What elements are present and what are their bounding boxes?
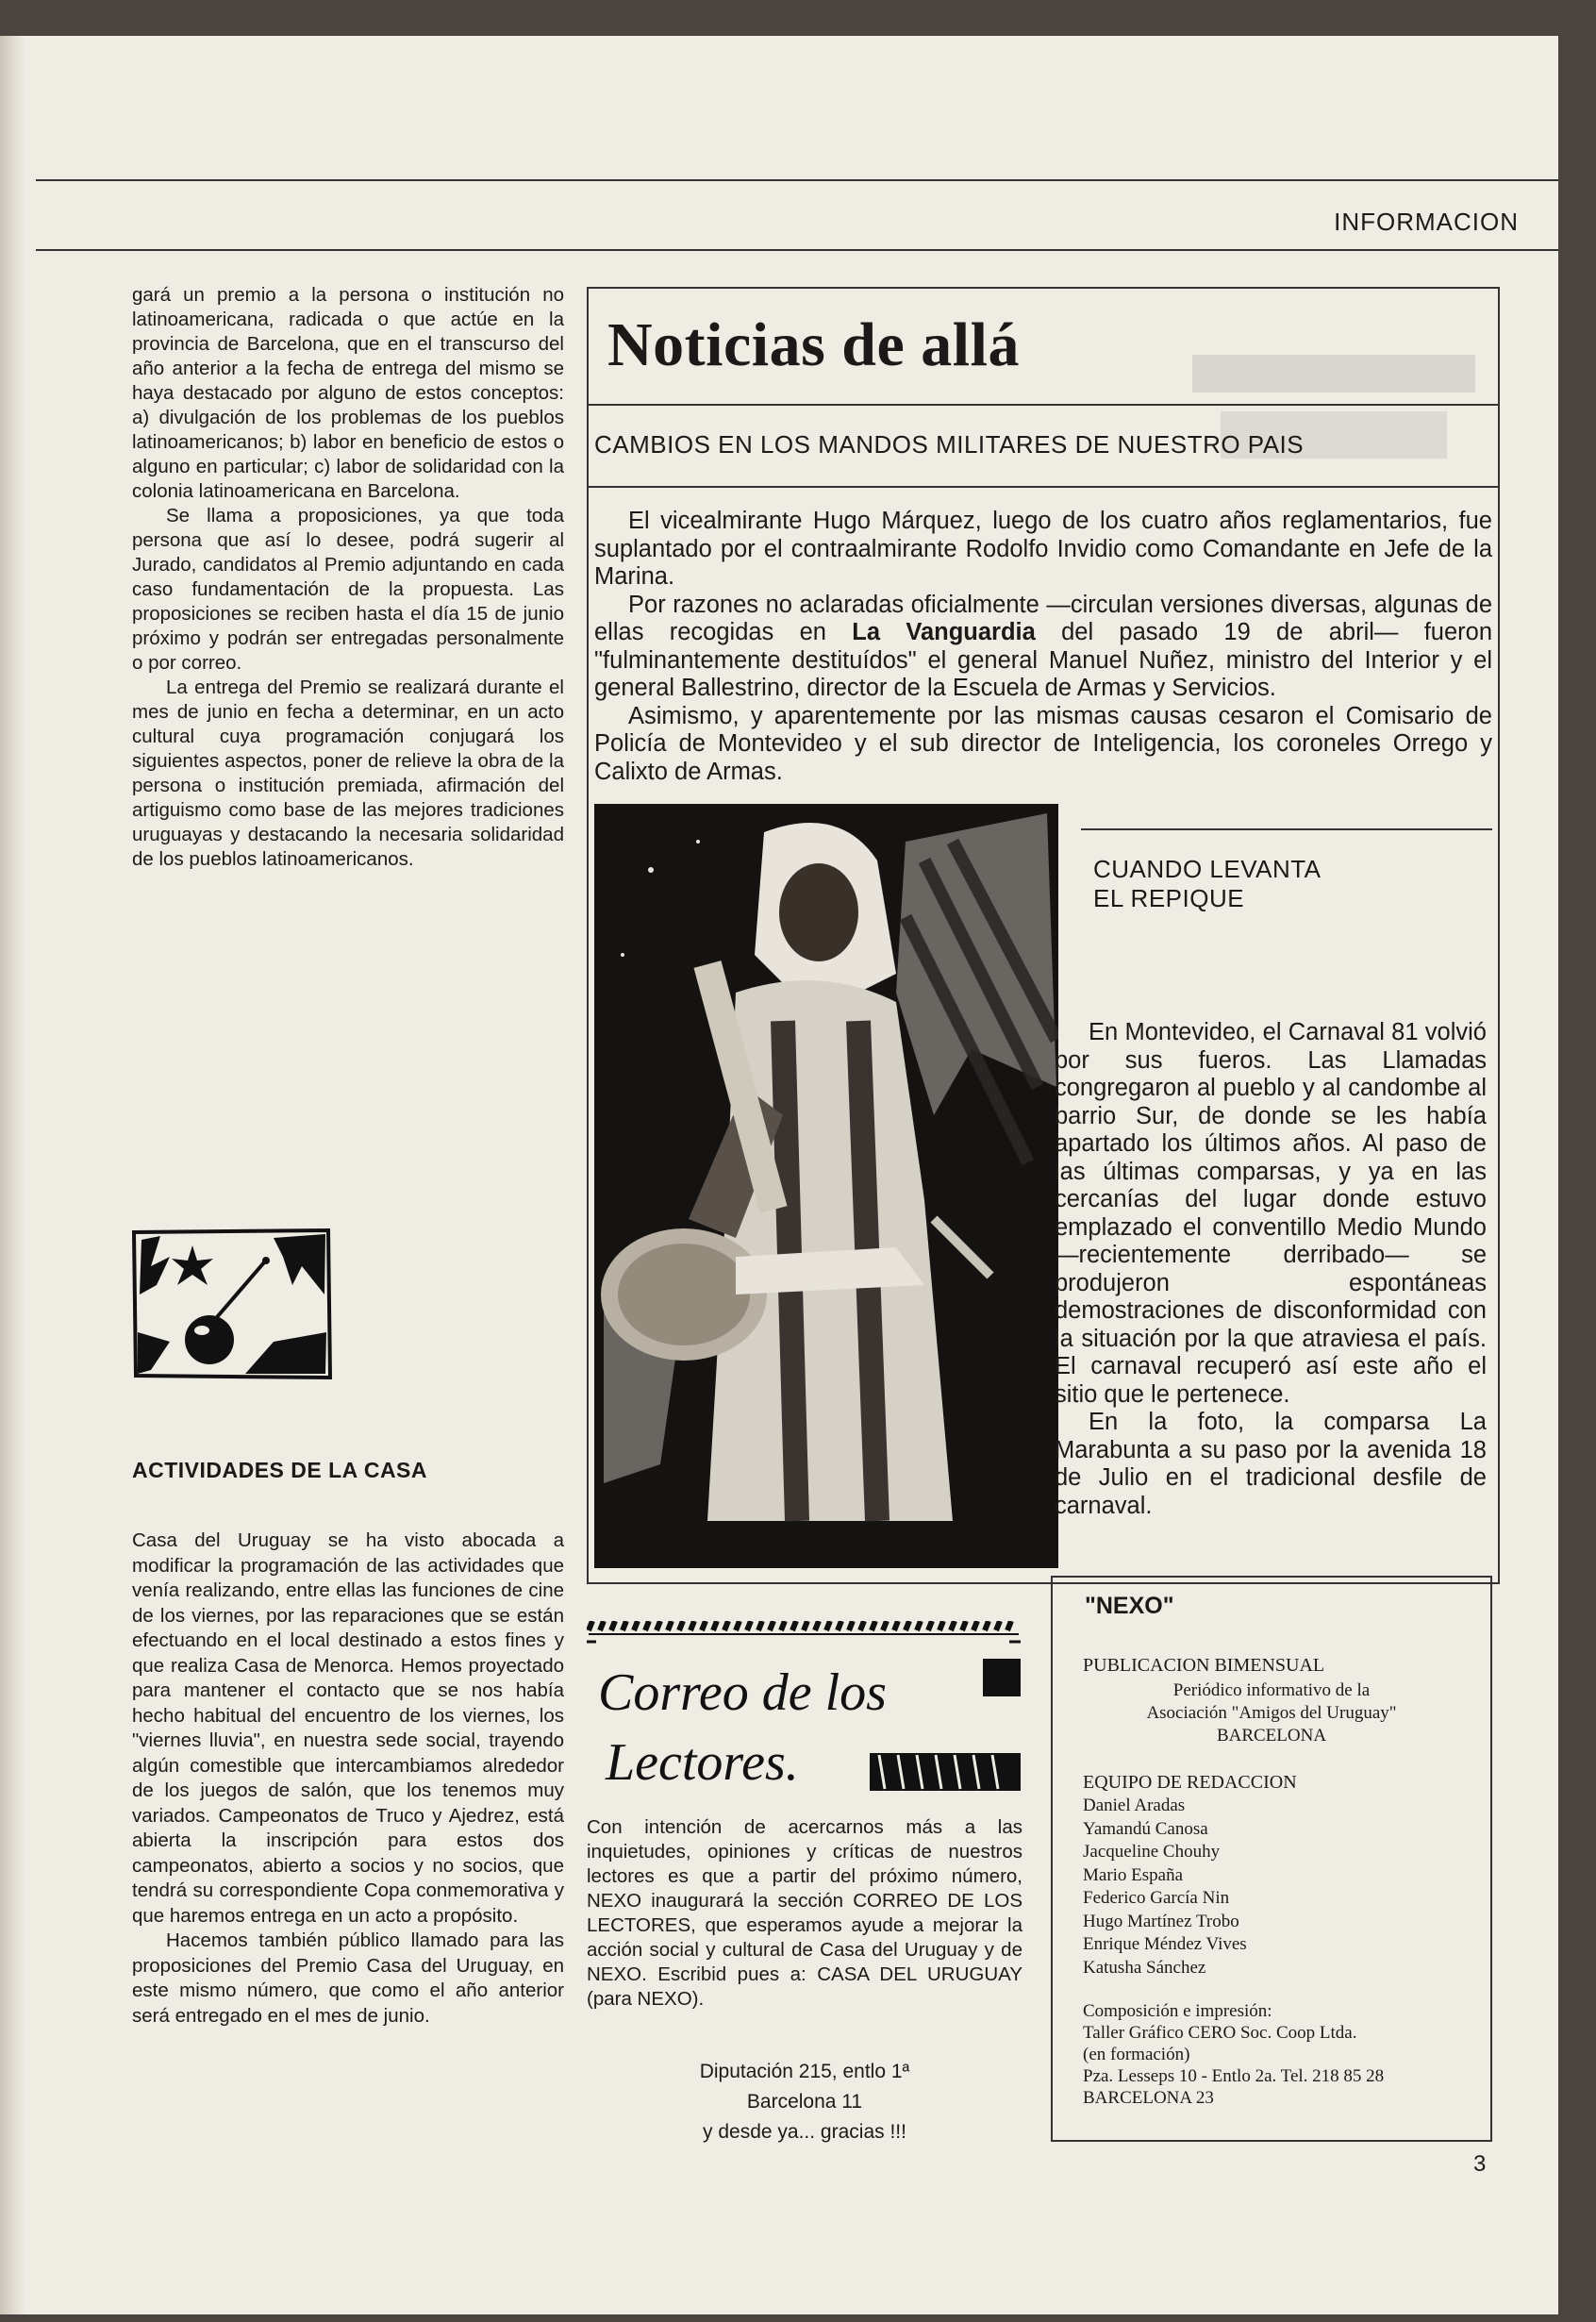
publication-description (1053, 1679, 1490, 1747)
repique-heading (1093, 855, 1489, 913)
address-line: Diputación 215, entlo 1ª (699, 2061, 910, 2082)
woodcut-illustration (132, 1228, 332, 1379)
team-member: Enrique Méndez Vives (1083, 1934, 1247, 1954)
premio-article (132, 283, 564, 872)
description-line: Periódico informativo de la (1172, 1680, 1371, 1700)
page-fold-shadow (0, 36, 26, 2314)
correo-banner (587, 1621, 1021, 1800)
credits-line: (en formación) (1083, 2045, 1190, 2064)
actividades-paragraph: Hacemos también público llamado para las proposiciones del Premio Casa del Uruguay, en este mismo número, que como el año anterior será entregado en el mes de junio. (132, 1929, 564, 2027)
cambios-heading: CAMBIOS EN LOS MANDOS MILITARES DE NUESTRO PAIS (594, 430, 1305, 459)
cambios-paragraph: El vicealmirante Hugo Márquez, luego de los cuatro años reglamentarios, fue suplantado por el contraalmirante Rodolfo Invidio como Comandante en Jefe de la Marina. (594, 508, 1492, 590)
actividades-paragraph: Casa del Uruguay se ha visto abocada a modificar la programación de las actividades que venía realizando, entre ellas las funciones de cine de los viernes, por las reparaciones que se están efectuando en el local destinado a estos fines y que realiza Casa de Menorca. Hemos proyectado para mantener el contacto que se nos había hecho habitual del encuentro de los viernes, los "viernes lluvia", en nuestra sede social, trayendo algún comestible que intercambiamos alrededor de los juegos de salón, que los tenemos muy variados. Campeonatos de Truco y Ajedrez, está abierta la inscripción para estos dos campeonatos, abierto a socios y no socios, que tendrá su correspondiente Copa conmemorativa y que haremos entrega en un acto a propósito. (132, 1529, 564, 1927)
repique-body (1055, 1019, 1487, 1520)
credits-line: Composición e impresión: (1083, 2001, 1272, 2021)
repique-heading-line: CUANDO LEVANTA (1093, 855, 1322, 883)
team-member: Federico García Nin (1083, 1888, 1230, 1908)
page-number: 3 (1473, 2151, 1487, 2177)
cambios-paragraph: Asimismo, y aparentemente por las mismas causas cesaron el Comisario de Policía de Montevideo y el sub director de Inteligencia, los coroneles Orrego y Calixto de Armas. (594, 702, 1492, 785)
cambios-text: Por razones no aclaradas oficialmente —circulan versiones diversas, algunas de ellas recogidas en (594, 591, 1492, 645)
title-rule (589, 404, 1498, 406)
description-line: Asociación "Amigos del Uruguay" (1146, 1703, 1397, 1723)
team-member: Mario España (1083, 1864, 1184, 1885)
team-member: Daniel Aradas (1083, 1796, 1186, 1815)
repique-paragraph: En la foto, la comparsa La Marabunta a su paso por la avenida 18 de Julio en el tradicional desfile de carnaval. (1055, 1409, 1487, 1519)
repique-paragraph: En Montevideo, el Carnaval 81 volvió por sus fueros. Las Llamadas congregaron al pueblo y al candombe al barrio Sur, de donde se les había apartado los últimos años. Al paso de las últimas comparsas, y ya en las cercanías del lugar donde estuvo emplazado el conventillo Medio Mundo —recientemente derribado— se produjeron espontáneas demostraciones de disconformidad con la situación por la que atraviesa el país. El carnaval recuperó así este año el sitio que le pertenece. (1055, 1019, 1487, 1408)
address-line: Barcelona 11 (746, 2091, 863, 2113)
actividades-title: ACTIVIDADES DE LA CASA (132, 1458, 427, 1482)
correo-banner-line1: Correo de los (598, 1663, 887, 1722)
actividades-body (132, 1529, 564, 2029)
closing-line: y desde ya... gracias !!! (703, 2121, 906, 2143)
publication-frequency: PUBLICACION BIMENSUAL (1083, 1655, 1325, 1676)
premio-paragraph: gará un premio a la persona o institución no latinoamericana, radicada o que actúe en la provincia de Barcelona, que en el transcurso del año anterior a la fecha de entrega del mismo se haya destacado por alguno de estos conceptos: a) divulgación de los problemas de los pueblos latinoamericanos; b) labor en beneficio de estos o alguno en particular; c) labor de solidaridad con la colonia latinoamericana en Barcelona. (132, 284, 564, 502)
repique-heading-line: EL REPIQUE (1093, 884, 1245, 912)
premio-paragraph: Se llama a proposiciones, ya que toda persona que así lo desee, podrá sugerir al Jurado, candidatos al Premio adjuntando en cada caso fundamentación de la propuesta. Las proposiciones se reciben hasta el día 15 de junio próximo y podrán ser entregadas personalmente o por correo. (132, 505, 564, 674)
nexo-masthead-box (1051, 1576, 1492, 2142)
team-member: Yamandú Canosa (1083, 1818, 1208, 1839)
show-through-text (1183, 345, 1485, 487)
section-label: INFORMACION (1334, 208, 1519, 236)
cambios-body (594, 508, 1492, 786)
credits-line: BARCELONA 23 (1083, 2088, 1214, 2108)
premio-paragraph: La entrega del Premio se realizará durante el mes de junio en fecha a determinar, en un acto cultural cuya programación conjugará los siguientes aspectos, poner de relieve la obra de la persona o institución premiada, afirmación del artiguismo como base de las mejores tradiciones uruguayas y destacando la necesaria solidaridad de los pueblos latinoamericanos. (132, 677, 564, 870)
printing-credits (1083, 2000, 1384, 2109)
noticias-title: Noticias de allá (607, 310, 1020, 379)
carnival-photo (594, 804, 1058, 1568)
credits-line: Taller Gráfico CERO Soc. Coop Ltda. (1083, 2023, 1357, 2043)
editorial-team-list (1083, 1795, 1247, 1980)
editorial-team-heading: EQUIPO DE REDACCION (1083, 1772, 1297, 1793)
correo-address (587, 2057, 1022, 2147)
credits-line: Pza. Lesseps 10 - Entlo 2a. Tel. 218 85 28 (1083, 2066, 1385, 2086)
cambios-text: del pasado 19 de abril— fueron "fulminantemente destituídos" el general Manuel Nuñez, ministro del Interior y el general Ballestrino, director de la Escuela de Armas y Servicios. (594, 619, 1493, 701)
correo-banner-line2: Lectores. (606, 1733, 799, 1792)
team-member: Hugo Martínez Trobo (1083, 1911, 1239, 1931)
newspaper-name: La Vanguardia (852, 619, 1036, 645)
section-rule (36, 249, 1558, 251)
team-member: Katusha Sánchez (1083, 1957, 1206, 1978)
cambios-paragraph (594, 592, 1492, 703)
repique-rule (1081, 828, 1492, 830)
description-line: BARCELONA (1216, 1726, 1327, 1746)
noticias-box (587, 287, 1500, 1584)
nexo-title: "NEXO" (1085, 1593, 1174, 1619)
top-rule (36, 179, 1558, 181)
correo-body: Con intención de acercarnos más a las inquietudes, opiniones y críticas de nuestros lectores es que a partir del próximo número, NEXO inaugurará la sección CORREO DE LOS LECTORES, que esperamos ayude a mejorar la acción social y cultural de Casa del Uruguay y de NEXO. Escribid pues a: CASA DEL URUGUAY (para NEXO). (587, 1816, 1022, 2010)
team-member: Jacqueline Chouhy (1083, 1842, 1221, 1862)
heading-rule (589, 486, 1498, 488)
